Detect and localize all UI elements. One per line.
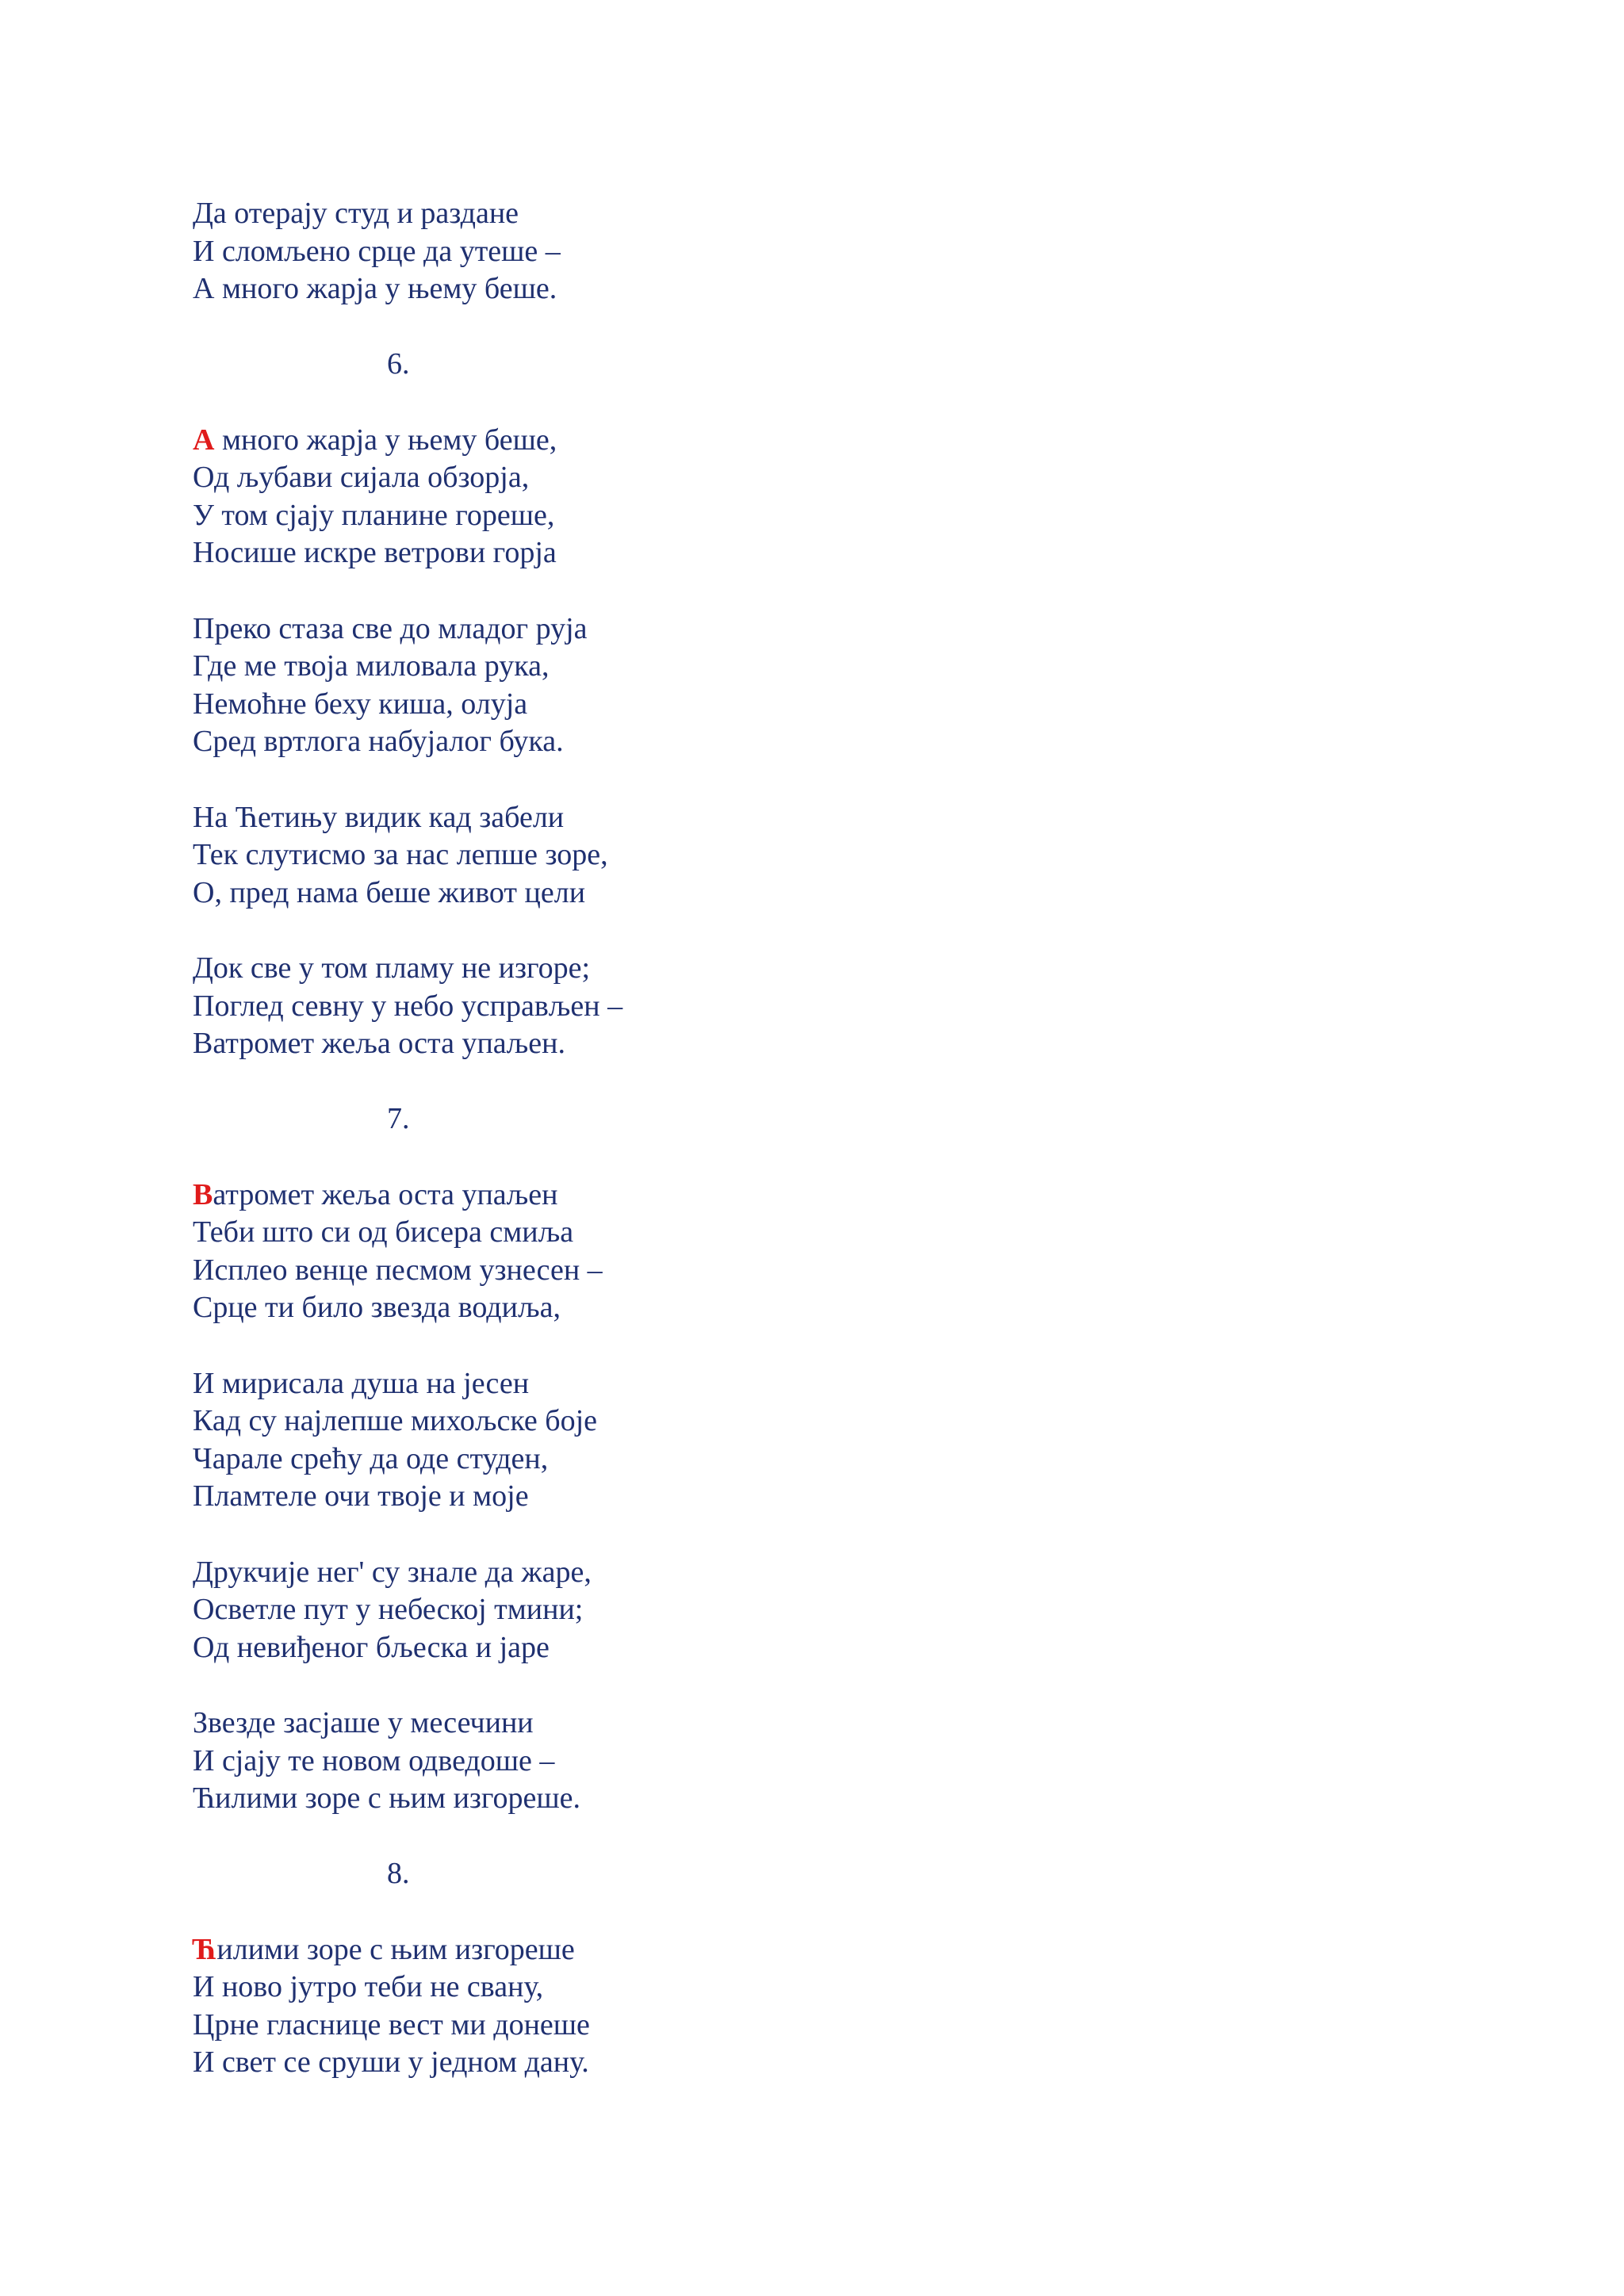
stanza-number [387,1100,410,1138]
verse-line [193,1251,603,1289]
line-text: илими зоре с њим изгореше [216,1933,575,1966]
red-initial-letter: В [193,1178,213,1211]
line-text: 8. [387,1857,410,1890]
line-text: Исплео венце песмом узнесен – [193,1253,603,1287]
line-text: Чарале срећу да оде студен, [193,1442,549,1475]
verse-line [193,2006,590,2044]
line-text: Осветле пут у небеској тмини; [193,1593,584,1626]
verse-line [193,270,557,308]
verse-line [193,458,529,496]
line-text: Црне гласнице вест ми донеше [193,2008,590,2042]
verse-line [193,421,557,459]
verse-line [193,1440,548,1478]
stanza-number [387,345,410,383]
verse-line [193,1704,534,1742]
line-text: Срце ти било звезда водиља, [193,1291,561,1324]
line-text: Где ме твоја миловала рука, [193,649,550,683]
verse-line [193,1628,550,1667]
line-text: У том сјају планине гореше, [193,499,555,532]
line-text: Док све у том пламу не изгоре; [193,951,591,985]
verse-line [193,798,564,836]
verse-line [193,647,550,685]
line-text: Сред вртлога набујалог бука. [193,725,564,758]
verse-line [193,1176,558,1214]
stanza-number [387,1854,410,1892]
line-text: Друкчије нег' су знале да жаре, [193,1556,592,1589]
line-text: Од невиђеног бљеска и јаре [193,1631,550,1664]
line-text: Кад су најлепше михољске боје [193,1404,598,1437]
red-initial-letter: А [193,423,215,457]
verse-line [193,874,585,912]
verse-line [193,1024,565,1062]
line-text: Преко стаза све до младог руја [193,612,588,645]
verse-line [193,685,527,723]
line-text: 6. [387,347,410,381]
line-text: А много жарја у њему беше. [193,272,557,305]
verse-line [193,1931,575,1969]
verse-line [193,610,588,648]
verse-line [193,194,519,232]
line-text: Пламтеле очи твоје и моје [193,1479,529,1513]
line-text: И сјају те новом одведоше – [193,1744,555,1777]
line-text: много жарја у њему беше, [214,423,557,457]
verse-line [193,1213,573,1251]
line-text: Теби што си од бисера смиља [193,1215,574,1249]
verse-line [193,1364,529,1402]
verse-line [193,1553,592,1591]
red-initial-letter: Ћ [193,1933,217,1966]
verse-line [193,1590,583,1628]
verse-line [193,496,554,534]
line-text: И ново јутро теби не свану, [193,1970,544,2003]
line-text: Звезде засјаше у месечини [193,1706,534,1739]
line-text: Носише искре ветрови горја [193,536,557,569]
line-text: И сломљено срце да утеше – [193,235,561,268]
line-text: Ватромет жеља оста упаљен. [193,1027,565,1060]
line-text: И мирисала душа на јесен [193,1367,530,1400]
line-text: 7. [387,1102,410,1135]
verse-line [193,1968,543,2006]
verse-line [193,1779,580,1817]
line-text: Ћилими зоре с њим изгореше. [193,1781,581,1815]
line-text: Тек слутисмо за нас лепше зоре, [193,838,608,871]
verse-line [193,534,557,572]
verse-line [193,722,564,760]
verse-line [193,1742,554,1780]
verse-line [193,1288,561,1326]
line-text: Да отерају студ и раздане [193,197,519,230]
verse-line [193,949,590,987]
line-text: Немоћне беху киша, олуја [193,687,528,721]
line-text: Од љубави сијала обзорја, [193,461,530,494]
verse-line [193,1402,597,1440]
line-text: На Ћетињу видик кад забели [193,801,565,834]
verse-line [193,2043,589,2081]
verse-line [193,232,561,270]
line-text: Поглед севну у небо усправљен – [193,989,623,1023]
line-text: атромет жеља оста упаљен [213,1178,558,1211]
line-text: О, пред нама беше живот цели [193,876,586,909]
verse-line [193,836,608,874]
verse-line [193,1477,529,1515]
line-text: И свет се сруши у једном дану. [193,2045,589,2079]
verse-line [193,987,622,1025]
